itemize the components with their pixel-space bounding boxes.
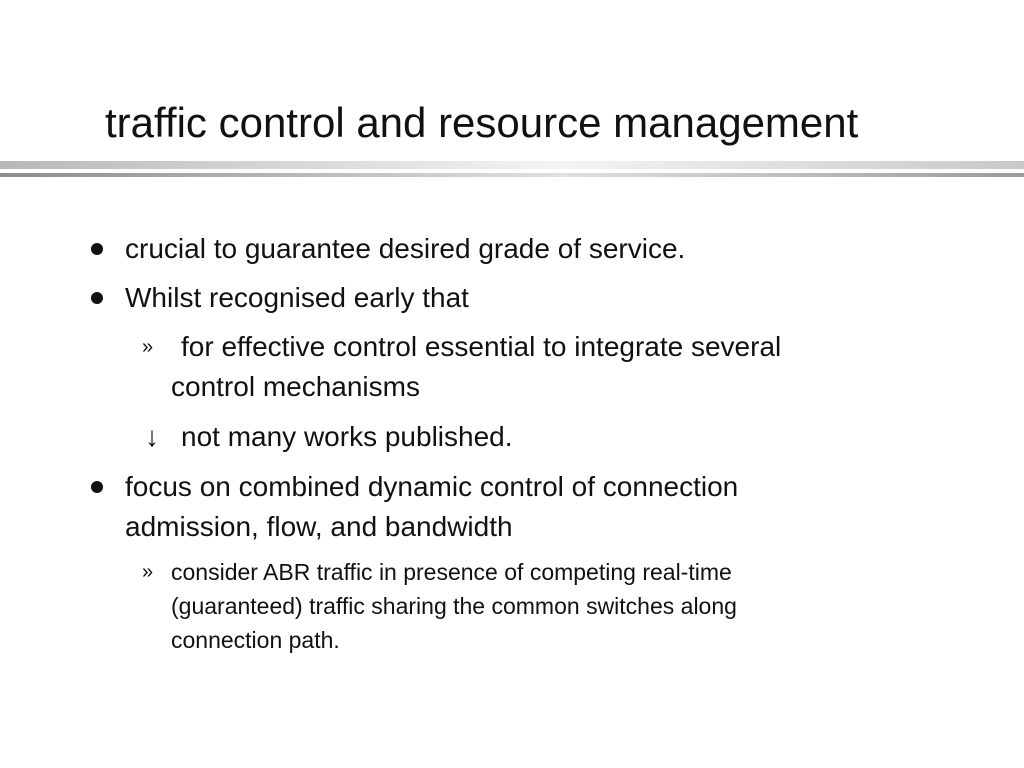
down-arrow-icon: ↓ xyxy=(145,421,159,452)
bullet-text: focus on combined dynamic control of connection xyxy=(125,471,739,502)
sub-bullet-marker: » xyxy=(142,561,154,583)
bullet-dot xyxy=(91,292,103,304)
sub-bullet-text-continued: (guaranteed) traffic sharing the common switches along xyxy=(171,593,737,619)
sub-bullet-text: for effective control essential to integrate several xyxy=(181,331,782,362)
slide-title: traffic control and resource management xyxy=(105,99,859,146)
sub-bullet-text-continued: connection path. xyxy=(171,627,340,653)
bullet-text: crucial to guarantee desired grade of service. xyxy=(125,233,686,264)
bullet-dot xyxy=(91,481,103,493)
sub-bullet-text-continued: control mechanisms xyxy=(171,371,420,402)
arrow-text: not many works published. xyxy=(181,421,513,452)
title-divider-thick xyxy=(0,161,1024,169)
bullet-text-continued: admission, flow, and bandwidth xyxy=(125,511,513,542)
sub-bullet-text: consider ABR traffic in presence of competing real-time xyxy=(171,559,732,585)
bullet-text: Whilst recognised early that xyxy=(125,282,469,313)
bullet-dot xyxy=(91,243,103,255)
sub-bullet-marker: » xyxy=(142,336,154,358)
title-divider-thin xyxy=(0,173,1024,177)
